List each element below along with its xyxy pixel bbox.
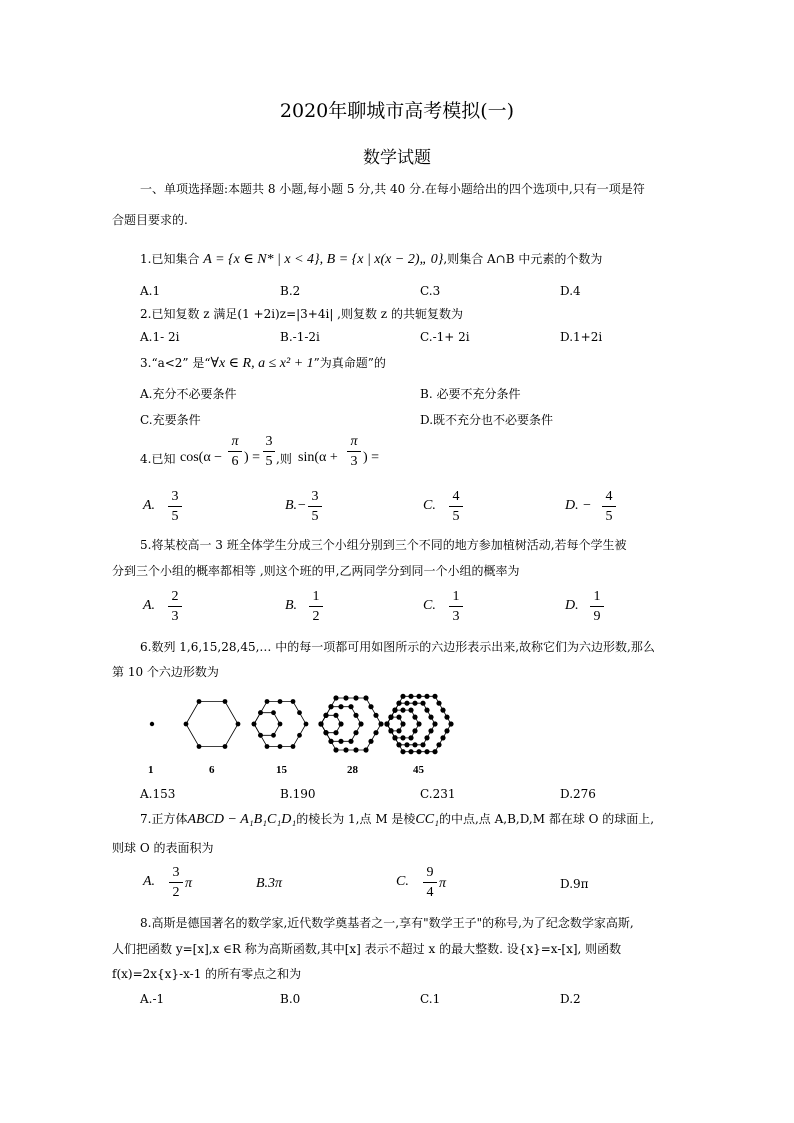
hexagon-figure-4 [318, 695, 383, 752]
q8-option-d: D.2 [560, 992, 581, 1006]
q6-stem-line1: 6.数列 1,6,15,28,45,… 中的每一项都可用如图所示的六边形表示出来,故称它们为六边形数,那么 [140, 640, 655, 654]
hex-dot [424, 694, 429, 699]
hex-dot [444, 728, 449, 733]
hex-dot [318, 721, 323, 726]
q3-option-d: D.既不充分也不必要条件 [420, 413, 554, 427]
hex-dot [328, 739, 333, 744]
q2-option-b: B.-1-2i [280, 330, 320, 344]
hex-dot [271, 710, 276, 715]
q8-stem-line2: 人们把函数 y=[x],x ∈R 称为高斯函数,其中[x] 表示不超过 x 的最大整数. 设{x}=x-[x], 则函数 [112, 942, 622, 956]
q6-option-b: B.190 [280, 787, 316, 801]
q7-option-d: D.9π [560, 877, 589, 891]
hex-dot [278, 722, 283, 727]
q3-option-a: A.充分不必要条件 [140, 387, 237, 401]
hex-dot [404, 742, 409, 747]
hex-label-45: 45 [413, 764, 424, 776]
q4-option-c-frac [449, 488, 463, 525]
hex-dot [408, 694, 413, 699]
q5-option-d-den: 9 [593, 609, 601, 624]
q4-expr1-result [263, 433, 275, 470]
q7-option-b: B.3π [256, 876, 283, 891]
hex-dot [223, 699, 228, 704]
hex-dot [400, 721, 405, 726]
hex-dot [353, 695, 358, 700]
hex-dot [323, 713, 328, 718]
q3-math: ∀x ∈ R, a ≤ x² + 1 [210, 356, 314, 371]
hex-dot [343, 695, 348, 700]
q8-stem-line3: f(x)=2x{x}-x-1 的所有零点之和为 [112, 967, 302, 981]
q4-option-a-den: 5 [171, 509, 179, 524]
q4-expr1-num: π [231, 434, 239, 449]
q5-stem-line1: 5.将某校高一 3 班全体学生分成三个小组分别到三个不同的地方参加植树活动,若每个学生被 [140, 538, 627, 552]
q1-option-c: C.3 [420, 284, 441, 298]
q5-option-a-frac [168, 588, 182, 625]
hex-dot [432, 749, 437, 754]
q2-option-a: A.1- 2i [140, 330, 180, 344]
q4-mid: ,则 [276, 452, 292, 466]
hex-label-15: 15 [276, 764, 287, 776]
hex-dot [197, 744, 202, 749]
q4-option-c-label: C. [423, 498, 436, 513]
page-subtitle: 数学试题 [363, 148, 431, 168]
hex-dot [297, 733, 302, 738]
hex-dot [333, 695, 338, 700]
hex-dot [400, 749, 405, 754]
q8-option-b: B.0 [280, 992, 301, 1006]
q3-suffix: ”为真命题”的 [313, 356, 386, 370]
q1-option-d: D.4 [560, 284, 581, 298]
hex-dot [408, 749, 413, 754]
q4-option-a-num: 3 [171, 489, 179, 504]
q7-stem [140, 811, 654, 828]
q1-option-a: A.1 [140, 284, 161, 298]
hex-dot [428, 715, 433, 720]
hex-dot [252, 722, 257, 727]
q4-expr1-rden: 5 [265, 454, 273, 469]
hex-dot [448, 721, 453, 726]
hex-dot [343, 747, 348, 752]
hex-dot [271, 733, 276, 738]
hex-outline [321, 715, 341, 732]
q4-expr2-den: 3 [350, 454, 358, 469]
q7-suffix: 的中点,点 A,B,D,M 都在球 O 的球面上, [438, 812, 655, 826]
hex-dot [328, 704, 333, 709]
hex-dot [436, 701, 441, 706]
hex-dot [291, 699, 296, 704]
q4-option-b-den: 5 [311, 509, 319, 524]
hex-label-6: 6 [209, 764, 215, 776]
hex-dot [388, 715, 393, 720]
q4-expr2-pre: sin(α + [298, 450, 338, 465]
hex-dot [424, 708, 429, 713]
hex-dot [265, 744, 270, 749]
hex-dot [396, 742, 401, 747]
hex-dot [353, 713, 358, 718]
q3-option-c: C.充要条件 [140, 413, 201, 427]
hexagon-figure-1 [150, 722, 154, 726]
hex-dot [373, 713, 378, 718]
hex-dot [323, 730, 328, 735]
q6-option-c: C.231 [420, 787, 456, 801]
q5-option-a-num: 2 [171, 589, 179, 604]
q4-option-b-frac [308, 488, 322, 525]
q7-option-a-frac [169, 864, 183, 901]
hex-dot [333, 713, 338, 718]
hex-dot [333, 730, 338, 735]
hex-outline [254, 713, 280, 736]
hex-dot [338, 721, 343, 726]
q4-expr1-frac [228, 433, 242, 470]
hex-dot [408, 735, 413, 740]
q1-prefix: 1.已知集合 [140, 252, 200, 266]
q7-option-a-label: A. [143, 874, 156, 889]
q7-mid: 的棱长为 1,点 M 是棱 [296, 812, 416, 826]
q2-option-d: D.1+2i [560, 330, 603, 344]
q5-option-c-frac [449, 588, 463, 625]
hex-dot [265, 699, 270, 704]
q4-option-a-label: A. [143, 498, 156, 513]
q3-option-b: B. 必要不充分条件 [420, 387, 521, 401]
hex-label-28: 28 [347, 764, 358, 776]
hex-dot [353, 747, 358, 752]
q4-option-c-num: 4 [452, 489, 460, 504]
hex-dot [150, 722, 154, 726]
hexagon-figure-5 [384, 694, 453, 755]
hex-dot [444, 715, 449, 720]
section-instructions-line1: 一、单项选择题:本题共 8 小题,每小题 5 分,共 40 分.在每小题给出的四个选项中,只有一项是符 [140, 182, 645, 196]
q5-option-d-frac [590, 588, 604, 625]
hex-dot [333, 747, 338, 752]
q7-option-a-tail: π [185, 876, 193, 891]
hex-dot [338, 704, 343, 709]
section-instructions-line2: 合题目要求的. [112, 213, 188, 227]
hex-dot [396, 728, 401, 733]
q5-option-c-num: 1 [452, 589, 460, 604]
q8-option-c: C.1 [420, 992, 441, 1006]
hex-dot [392, 735, 397, 740]
q4-expr2-post: ) = [363, 450, 380, 465]
q4-expr2-frac [347, 433, 361, 470]
q7-option-c-num: 9 [426, 865, 434, 880]
q7-option-c-frac [423, 864, 437, 901]
q4-expr1-den: 6 [231, 454, 239, 469]
hex-dot [258, 733, 263, 738]
hex-dot [384, 721, 389, 726]
q7-option-a-num: 3 [172, 865, 180, 880]
q4-option-b-label: B.− [285, 498, 307, 513]
q5-option-a-label: A. [143, 598, 156, 613]
hex-dot [396, 701, 401, 706]
q3-prefix: 3.“a<2” 是“ [140, 356, 211, 370]
hex-dot [392, 708, 397, 713]
hex-dot [412, 715, 417, 720]
hex-dot [412, 742, 417, 747]
hex-dot [416, 721, 421, 726]
hex-dot [412, 728, 417, 733]
hex-dot [353, 730, 358, 735]
hex-dot [416, 694, 421, 699]
q4-option-d-num: 4 [605, 489, 613, 504]
q7-option-a-den: 2 [172, 885, 180, 900]
hex-dot [363, 695, 368, 700]
hex-dot [304, 722, 309, 727]
q4-option-d-frac [602, 488, 616, 525]
q4-expr2-num: π [350, 434, 358, 449]
hex-dot [440, 735, 445, 740]
q7-math: ABCD − A₁B₁C₁D₁ [187, 812, 297, 827]
q4-expr1-rnum: 3 [265, 434, 273, 449]
q8-option-a: A.-1 [140, 992, 165, 1006]
hex-dot [408, 708, 413, 713]
hex-dot [368, 739, 373, 744]
q5-option-c-den: 3 [452, 609, 460, 624]
hex-dot [424, 735, 429, 740]
page-title: 2020年聊城市高考模拟(一) [279, 100, 515, 122]
hex-dot [412, 701, 417, 706]
hex-dot [278, 699, 283, 704]
hex-dot [297, 710, 302, 715]
q4-expr1-pre: cos(α − [180, 450, 223, 465]
q8-stem-line1: 8.高斯是德国著名的数学家,近代数学奠基者之一,享有"数学王子"的称号,为了纪念数学家高斯, [140, 916, 634, 930]
q5-option-d-num: 1 [593, 589, 601, 604]
hex-dot [373, 730, 378, 735]
hex-dot [236, 722, 241, 727]
q2-option-c: C.-1+ 2i [420, 330, 470, 344]
hex-dot [420, 742, 425, 747]
q6-option-d: D.276 [560, 787, 596, 801]
hex-dot [184, 722, 189, 727]
hex-dot [278, 744, 283, 749]
hex-dot [428, 728, 433, 733]
q4-option-d-label: D. − [565, 498, 592, 513]
q1-stem [140, 251, 602, 268]
hexagon-figure-2 [184, 699, 241, 749]
hex-dot [358, 721, 363, 726]
hex-dot [436, 742, 441, 747]
q6-stem-line2: 第 10 个六边形数为 [112, 665, 219, 679]
hex-dot [197, 699, 202, 704]
q7-prefix: 7.正方体 [140, 812, 188, 826]
hex-dot [420, 701, 425, 706]
hex-dot [416, 749, 421, 754]
hex-dot [348, 739, 353, 744]
hex-dot [424, 749, 429, 754]
q5-stem-line2: 分到三个小组的概率都相等 ,则这个班的甲,乙两同学分到同一个小组的概率为 [112, 564, 520, 578]
hex-label-1: 1 [148, 764, 154, 776]
hex-dot [338, 739, 343, 744]
hex-dot [400, 694, 405, 699]
q1-suffix: ,则集合 A∩B 中元素的个数为 [443, 252, 603, 266]
hex-dot [432, 721, 437, 726]
hex-dot [363, 747, 368, 752]
hex-dot [291, 744, 296, 749]
q5-option-b-frac [309, 588, 323, 625]
hex-dot [404, 701, 409, 706]
hex-dot [400, 735, 405, 740]
q7-option-c-den: 4 [426, 885, 434, 900]
hex-outline [186, 702, 238, 747]
hex-dot [388, 728, 393, 733]
q4-expr1-mid: ) = [244, 450, 261, 465]
q4-option-b-num: 3 [311, 489, 319, 504]
q5-option-c-label: C. [423, 598, 436, 613]
q2-stem: 2.已知复数 z 满足(1 +2i)z=|3+4i| ,则复数 z 的共轭复数为 [140, 307, 463, 321]
hexagon-figure-3 [252, 699, 309, 749]
q3-stem [140, 355, 386, 372]
q4-prefix: 4.已知 [140, 452, 176, 466]
q4-option-d-den: 5 [605, 509, 613, 524]
q6-option-a: A.153 [140, 787, 176, 801]
hex-dot [440, 708, 445, 713]
q5-option-b-num: 1 [312, 589, 320, 604]
hex-dot [432, 694, 437, 699]
hex-dot [348, 704, 353, 709]
q7-option-c-tail: π [439, 876, 447, 891]
q4-option-c-den: 5 [452, 509, 460, 524]
q5-option-b-den: 2 [312, 609, 320, 624]
q7-option-c-label: C. [396, 874, 409, 889]
q7-math2: CC₁ [415, 812, 439, 827]
hex-dot [378, 721, 383, 726]
q7-stem-line2: 则球 O 的表面积为 [112, 841, 214, 855]
q5-option-a-den: 3 [171, 609, 179, 624]
hexagonal-numbers-figure [140, 688, 470, 764]
q1-option-b: B.2 [280, 284, 301, 298]
q1-math: A = {x ∈ N* | x < 4}, B = {x | x(x − 2)„ 0} [203, 252, 444, 267]
hex-dot [368, 704, 373, 709]
q4-option-a-frac [168, 488, 182, 525]
hex-dot [258, 710, 263, 715]
hex-dot [400, 708, 405, 713]
q5-option-d-label: D. [565, 598, 579, 613]
hex-dot [223, 744, 228, 749]
hex-dot [396, 715, 401, 720]
q5-option-b-label: B. [285, 598, 298, 613]
